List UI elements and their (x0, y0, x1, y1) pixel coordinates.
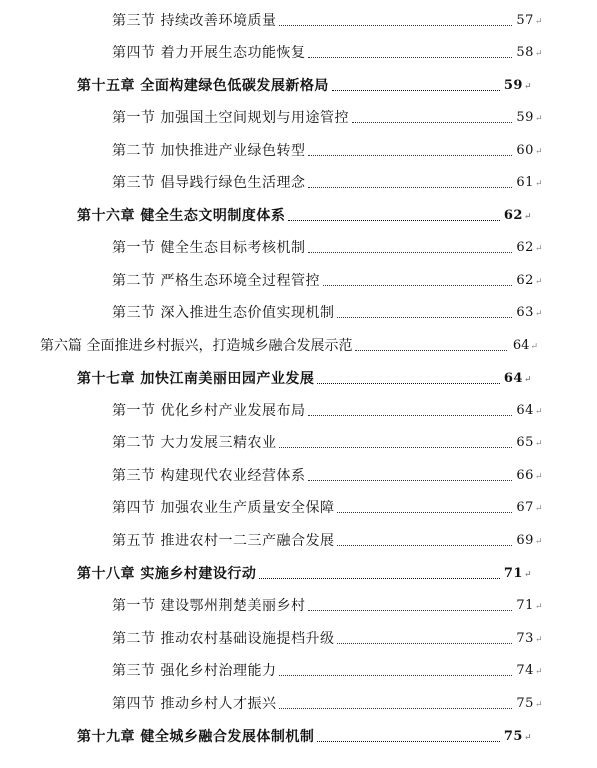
toc-entry[interactable] (112, 40, 543, 64)
toc-entry-title: 第十五章 全面构建绿色低碳发展新格局 (77, 78, 329, 94)
paragraph-mark-icon: ↵ (534, 537, 543, 547)
dot-leader (308, 480, 512, 481)
paragraph-mark-icon: ↵ (534, 700, 543, 710)
paragraph-mark-icon: ↵ (534, 504, 543, 514)
paragraph-mark-icon: ↵ (534, 602, 543, 612)
toc-entry-page: 75 (516, 695, 534, 711)
toc-entry-page: 62 (516, 272, 534, 288)
toc-entry-title: 第二节 大力发展三精农业 (112, 435, 277, 451)
toc-entry-title: 第二节 严格生态环境全过程管控 (112, 273, 320, 289)
toc-entry-title: 第十九章 健全城乡融合发展体制机制 (77, 729, 315, 745)
paragraph-mark-icon: ↵ (534, 407, 543, 417)
toc-entry-title: 第四节 推动乡村人才振兴 (112, 696, 277, 712)
toc-entry-title: 第一节 健全生态目标考核机制 (112, 240, 306, 256)
toc-entry-page: 74 (516, 662, 534, 678)
toc-entry-page: 75 (503, 728, 523, 744)
toc-entry-title: 第三节 倡导践行绿色生活理念 (112, 175, 306, 191)
dot-leader (308, 57, 512, 58)
toc-entry-title: 第一节 建设鄂州荆楚美丽乡村 (112, 598, 306, 614)
paragraph-mark-icon: ↵ (523, 375, 532, 385)
toc-entry-title: 第十六章 健全生态文明制度体系 (77, 208, 286, 224)
dot-leader (337, 545, 512, 546)
dot-leader (308, 187, 512, 188)
toc-entry-page: 71 (516, 597, 534, 613)
paragraph-mark-icon: ↵ (534, 309, 543, 319)
toc-entry-page: 64 (512, 337, 530, 353)
dot-leader (337, 512, 512, 513)
paragraph-mark-icon: ↵ (534, 147, 543, 157)
toc-entry-page: 59 (516, 109, 534, 125)
toc-entry-page: 63 (516, 304, 534, 320)
dot-leader (317, 383, 499, 384)
paragraph-mark-icon: ↵ (534, 277, 543, 287)
toc-entry[interactable] (77, 73, 532, 97)
toc-entry[interactable] (112, 593, 543, 617)
toc-entry[interactable] (112, 626, 543, 650)
toc-entry-page: 61 (516, 174, 534, 190)
toc-entry-title: 第二节 加快推进产业绿色转型 (112, 143, 306, 159)
toc-entry[interactable] (112, 105, 543, 129)
toc-entry-page: 59 (503, 77, 523, 93)
dot-leader (337, 317, 512, 318)
paragraph-mark-icon: ↵ (534, 439, 543, 449)
dot-leader (288, 220, 499, 221)
toc-entry[interactable] (77, 203, 532, 227)
paragraph-mark-icon: ↵ (523, 570, 532, 580)
paragraph-mark-icon: ↵ (530, 342, 538, 352)
toc-entry-page: 66 (516, 467, 534, 483)
paragraph-mark-icon: ↵ (534, 179, 543, 189)
toc-entry-title: 第十八章 实施乡村建设行动 (77, 566, 257, 582)
toc-entry[interactable] (112, 8, 543, 32)
toc-entry[interactable] (112, 138, 543, 162)
toc-entry[interactable] (112, 495, 543, 519)
toc-entry-page: 65 (516, 434, 534, 450)
dot-leader (308, 610, 512, 611)
toc-entry[interactable] (112, 463, 543, 487)
toc-entry-page: 73 (516, 630, 534, 646)
toc-entry[interactable] (112, 658, 543, 682)
toc-entry[interactable] (112, 268, 543, 292)
toc-entry-title: 第五节 推进农村一二三产融合发展 (112, 533, 335, 549)
toc-entry[interactable] (112, 235, 543, 259)
toc-entry[interactable] (112, 170, 543, 194)
toc-entry[interactable] (112, 398, 543, 422)
toc-entry[interactable] (77, 724, 532, 748)
toc-entry[interactable] (112, 528, 543, 552)
toc-entry-title: 第四节 着力开展生态功能恢复 (112, 45, 306, 61)
dot-leader (323, 285, 512, 286)
toc-entry-page: 67 (516, 499, 534, 515)
toc-entry-page: 71 (503, 565, 523, 581)
toc-entry-page: 69 (516, 532, 534, 548)
paragraph-mark-icon: ↵ (534, 114, 543, 124)
toc-entry-title: 第一节 加强国土空间规划与用途管控 (112, 110, 349, 126)
toc-entry-page: 58 (516, 44, 534, 60)
dot-leader (279, 675, 512, 676)
toc-entry-title: 第三节 强化乡村治理能力 (112, 663, 277, 679)
dot-leader (279, 708, 512, 709)
paragraph-mark-icon: ↵ (534, 17, 543, 27)
dot-leader (308, 252, 512, 253)
dot-leader (332, 90, 500, 91)
toc-entry-title: 第二节 推动农村基础设施提档升级 (112, 631, 335, 647)
toc-entry-page: 57 (516, 12, 534, 28)
dot-leader (308, 415, 512, 416)
paragraph-mark-icon: ↵ (534, 49, 543, 59)
paragraph-mark-icon: ↵ (534, 635, 543, 645)
paragraph-mark-icon: ↵ (523, 733, 532, 743)
dot-leader (352, 122, 512, 123)
paragraph-mark-icon: ↵ (523, 212, 532, 222)
toc-entry-title: 第六篇 全面推进乡村振兴，打造城乡融合发展示范 (40, 338, 353, 354)
toc-entry-title: 第三节 构建现代农业经营体系 (112, 468, 306, 484)
toc-entry[interactable] (77, 366, 532, 390)
toc-entry[interactable] (77, 561, 532, 585)
toc-entry[interactable] (112, 300, 543, 324)
dot-leader (337, 643, 512, 644)
toc-entry[interactable] (40, 333, 538, 357)
paragraph-mark-icon: ↵ (523, 82, 532, 92)
dot-leader (259, 578, 499, 579)
dot-leader (279, 447, 512, 448)
toc-entry-page: 64 (503, 370, 523, 386)
dot-leader (308, 155, 512, 156)
dot-leader (355, 350, 507, 351)
toc-entry[interactable] (112, 691, 543, 715)
toc-entry-title: 第十七章 加快江南美丽田园产业发展 (77, 371, 315, 387)
dot-leader (279, 25, 512, 26)
paragraph-mark-icon: ↵ (534, 472, 543, 482)
toc-entry[interactable] (112, 430, 543, 454)
toc-entry-title: 第三节 持续改善环境质量 (112, 13, 277, 29)
paragraph-mark-icon: ↵ (534, 667, 543, 677)
toc-entry-page: 62 (503, 207, 523, 223)
toc-entry-page: 62 (516, 239, 534, 255)
toc-entry-title: 第四节 加强农业生产质量安全保障 (112, 500, 335, 516)
toc-entry-page: 64 (516, 402, 534, 418)
toc-entry-page: 60 (516, 142, 534, 158)
dot-leader (317, 741, 499, 742)
toc-entry-title: 第三节 深入推进生态价值实现机制 (112, 305, 335, 321)
paragraph-mark-icon: ↵ (534, 244, 543, 254)
toc-entry-title: 第一节 优化乡村产业发展布局 (112, 403, 306, 419)
